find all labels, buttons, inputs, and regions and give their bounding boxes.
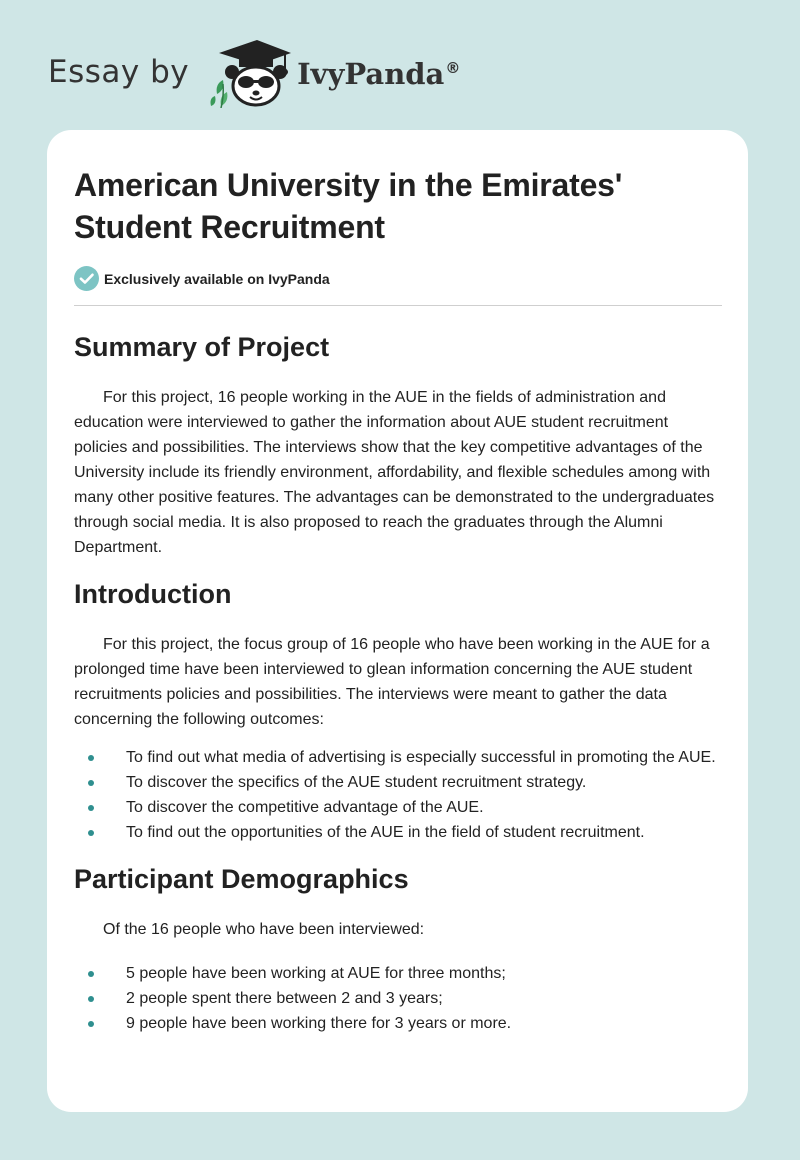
section-paragraph-demographics: Of the 16 people who have been interviewed: (103, 921, 425, 938)
bullet-icon (88, 780, 94, 786)
list-item-text: To discover the specifics of the AUE student recruitment strategy. (126, 774, 587, 791)
section-paragraph-summary: For this project, 16 people working in the AUE in the fields of administration and education were interviewed to gather the information about AUE student recruitment policies and possibilities. The interviews show that the key competitive advantages of the University include its friendly environment, affordability, and flexible schedules among with many other positive features. The advantages can be demonstrated to the undergraduates through social media. It is also proposed to reach the graduates through the Alumni Department. (74, 389, 715, 556)
bullet-icon (88, 830, 94, 836)
section-heading-summary: Summary of Project (74, 332, 330, 362)
bullet-icon (88, 755, 94, 761)
title-line-2: Student Recruitment (74, 209, 385, 245)
check-circle-icon (74, 266, 99, 291)
brand-name: IvyPanda® (297, 57, 461, 91)
list-item-text: To find out what media of advertising is especially successful in promoting the AUE. (126, 749, 716, 766)
registered-mark: ® (445, 59, 461, 78)
section-heading-introduction: Introduction (74, 579, 232, 609)
page-title (74, 164, 722, 248)
bullet-icon (88, 805, 94, 811)
bullet-icon (88, 996, 94, 1002)
brand-prefix: Essay by (48, 54, 190, 90)
list-item (74, 1011, 722, 1036)
brand-header (48, 36, 460, 108)
demographics-list (74, 961, 722, 1036)
badge-text: Exclusively available on IvyPanda (104, 270, 330, 287)
divider (74, 305, 722, 306)
list-item (74, 961, 722, 986)
section-paragraph-introduction: For this project, the focus group of 16 people who have been working in the AUE for a prolonged time have been interviewed to glean information concerning the AUE student recruitments policies and possibilities. The interviews were meant to gather the data concerning the following outcomes: (74, 636, 710, 728)
list-item (74, 770, 722, 795)
list-item-text: To discover the competitive advantage of the AUE. (126, 799, 484, 816)
bullet-icon (88, 1021, 94, 1027)
exclusive-badge (74, 266, 722, 291)
essay-card (47, 130, 748, 1112)
list-item-text: To find out the opportunities of the AUE in the field of student recruitment. (126, 824, 645, 841)
list-item-text: 9 people have been working there for 3 years or more. (126, 1015, 512, 1032)
bullet-icon (88, 971, 94, 977)
panda-logo-icon[interactable] (205, 36, 293, 108)
list-item (74, 820, 722, 845)
list-item-text: 2 people spent there between 2 and 3 years; (126, 990, 443, 1007)
list-item (74, 795, 722, 820)
list-item (74, 986, 722, 1011)
title-line-1: American University in the Emirates' (74, 167, 623, 203)
outcomes-list (74, 745, 722, 845)
list-item (74, 745, 722, 770)
list-item-text: 5 people have been working at AUE for three months; (126, 965, 506, 982)
section-heading-demographics: Participant Demographics (74, 864, 409, 894)
